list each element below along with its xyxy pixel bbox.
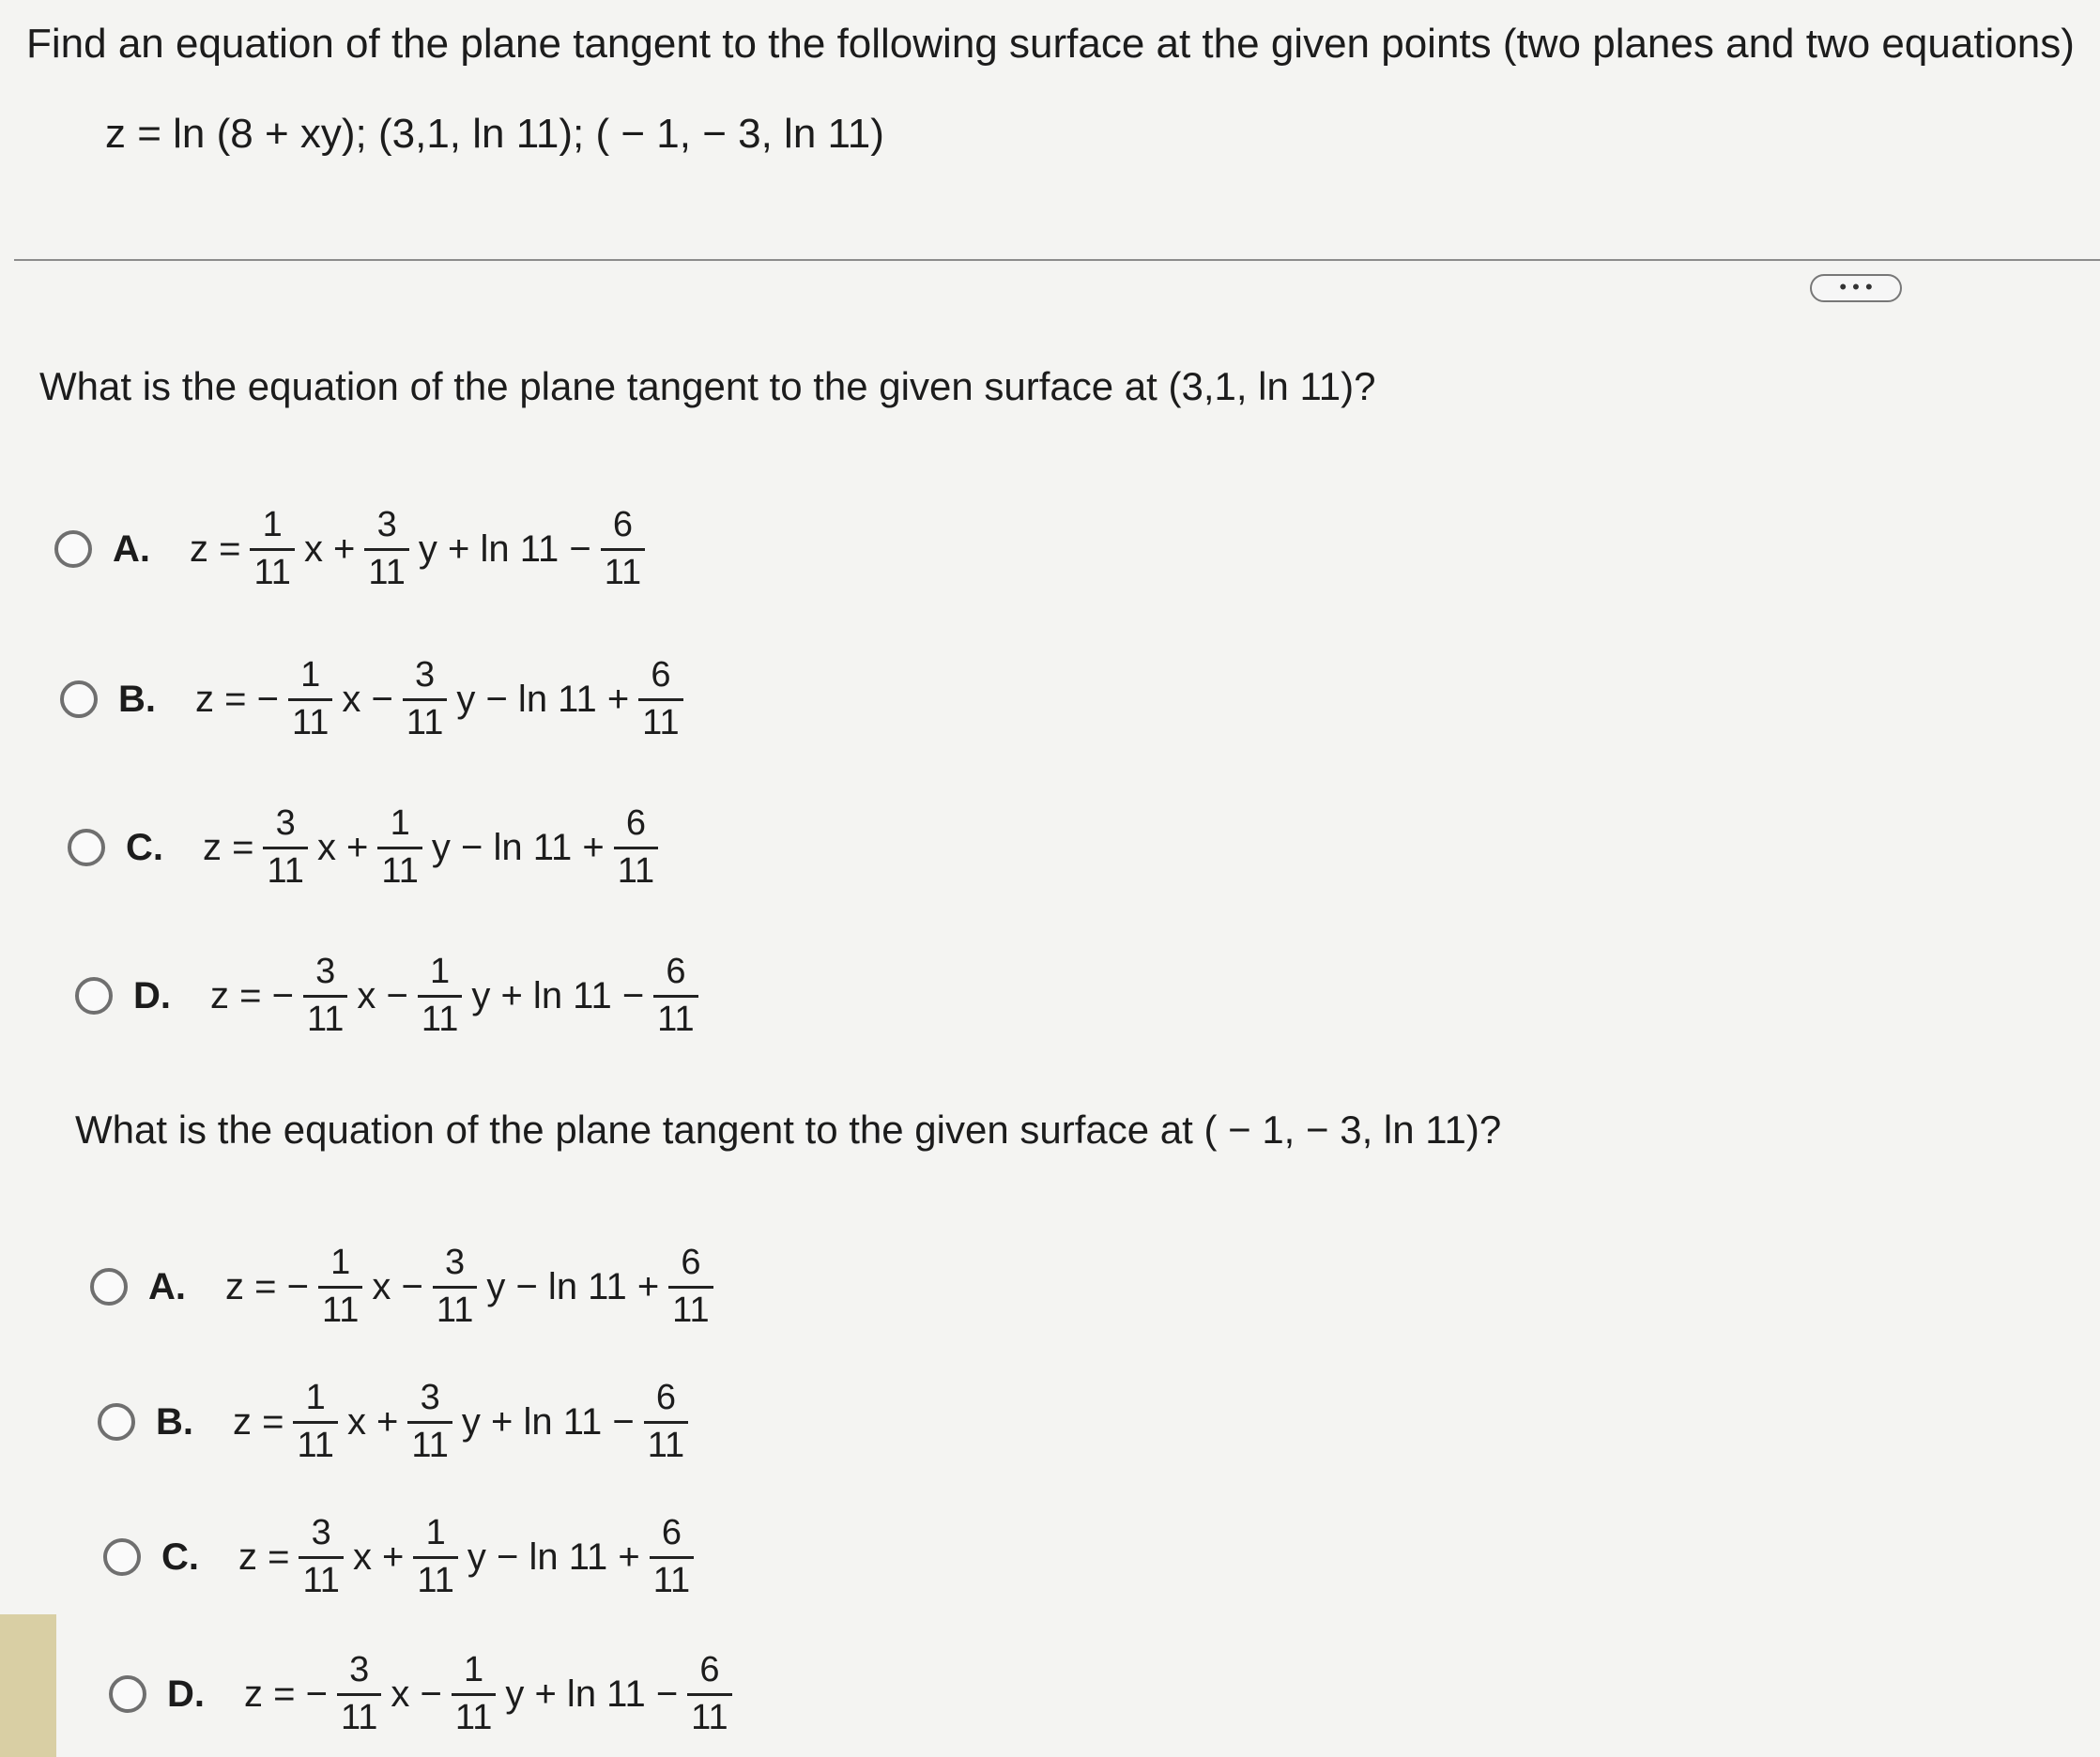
denominator: 11	[407, 1421, 452, 1465]
fraction	[653, 954, 697, 1039]
q2-radio-d[interactable]	[109, 1675, 146, 1713]
q1-choice-expression	[207, 954, 704, 1039]
q1-radio-a[interactable]	[54, 530, 92, 568]
fraction	[413, 1515, 457, 1600]
denominator: 11	[250, 548, 294, 592]
expr-op: x −	[342, 678, 393, 720]
q2-choice-expression	[229, 1380, 694, 1465]
numerator: 3	[315, 952, 336, 991]
fraction	[377, 805, 422, 891]
denominator: 11	[614, 847, 658, 891]
question-1-text: What is the equation of the plane tangent to the given surface at (3,1, ln 11)?	[39, 364, 1376, 408]
q2-radio-c[interactable]	[103, 1538, 141, 1576]
denominator: 11	[263, 847, 307, 891]
fraction	[601, 507, 645, 592]
question-2-text: What is the equation of the plane tangent to the given surface at ( − 1, − 3, ln 11)?	[75, 1108, 1502, 1152]
q2-radio-b[interactable]	[98, 1403, 135, 1441]
expr-op: y + ln 11 −	[418, 527, 591, 570]
expr-op: x +	[316, 826, 369, 868]
fraction	[638, 657, 682, 742]
q2-radio-a[interactable]	[90, 1268, 128, 1306]
numerator: 3	[311, 1513, 331, 1552]
q1-choice-letter: D.	[133, 974, 171, 1016]
q1-choice-d[interactable]	[75, 954, 704, 1039]
q2-choice-expression	[240, 1652, 738, 1737]
q1-radio-b[interactable]	[60, 680, 98, 718]
denominator: 11	[650, 1556, 694, 1600]
denominator: 11	[377, 847, 422, 891]
expr-op: x −	[357, 974, 408, 1016]
denominator: 11	[293, 1421, 337, 1465]
numerator: 1	[305, 1378, 326, 1417]
numerator: 3	[349, 1650, 370, 1689]
fraction	[452, 1652, 496, 1737]
numerator: 1	[430, 952, 451, 991]
expr-op: y + ln 11 −	[505, 1673, 679, 1715]
denominator: 11	[288, 698, 332, 742]
fraction	[299, 1515, 343, 1600]
q1-radio-d[interactable]	[75, 977, 113, 1015]
q2-choice-a[interactable]	[90, 1245, 719, 1330]
numerator: 3	[420, 1378, 440, 1417]
numerator: 1	[300, 655, 321, 695]
q2-choice-c[interactable]	[103, 1515, 699, 1600]
numerator: 3	[376, 505, 397, 544]
expr-lead: z =	[203, 826, 254, 868]
denominator: 11	[687, 1693, 731, 1737]
q1-choice-expression	[199, 805, 664, 891]
expr-op: y − ln 11 +	[456, 678, 630, 720]
photo-edge-shadow	[0, 1614, 56, 1757]
problem-prompt: Find an equation of the plane tangent to the following surface at the given points (two planes and two equations)	[26, 21, 2075, 67]
fraction	[418, 954, 462, 1039]
q2-choice-letter: A.	[148, 1265, 186, 1307]
numerator: 3	[445, 1243, 466, 1282]
expr-lead: z =	[233, 1400, 284, 1443]
q1-choice-letter: B.	[118, 678, 156, 720]
numerator: 1	[464, 1650, 484, 1689]
expr-lead: z = −	[225, 1265, 309, 1307]
denominator: 11	[653, 995, 697, 1039]
numerator: 6	[661, 1513, 682, 1552]
numerator: 1	[425, 1513, 446, 1552]
numerator: 1	[390, 803, 410, 843]
more-options-button[interactable]: • • •	[1810, 274, 1902, 302]
q2-choice-letter: C.	[161, 1535, 199, 1578]
denominator: 11	[601, 548, 645, 592]
q2-choice-d[interactable]	[109, 1652, 738, 1737]
fraction	[303, 954, 347, 1039]
denominator: 11	[638, 698, 682, 742]
expr-op: x −	[391, 1673, 442, 1715]
q1-choice-expression	[192, 657, 689, 742]
numerator: 6	[655, 1378, 676, 1417]
numerator: 6	[612, 505, 633, 544]
fraction	[403, 657, 447, 742]
q2-choice-letter: B.	[156, 1400, 193, 1443]
expr-op: y − ln 11 +	[431, 826, 605, 868]
denominator: 11	[668, 1286, 713, 1330]
numerator: 1	[330, 1243, 351, 1282]
q1-choice-b[interactable]	[60, 657, 689, 742]
expr-lead: z =	[190, 527, 241, 570]
expr-lead: z =	[238, 1535, 290, 1578]
expr-op: y + ln 11 −	[461, 1400, 635, 1443]
expr-op: y − ln 11 +	[486, 1265, 660, 1307]
q1-radio-c[interactable]	[68, 829, 105, 866]
surface-equation: z = ln (8 + xy); (3,1, ln 11); ( − 1, − 3, ln 11)	[105, 111, 884, 157]
q2-choice-expression	[235, 1515, 699, 1600]
expr-op: x −	[372, 1265, 423, 1307]
numerator: 6	[651, 655, 671, 695]
q2-choice-letter: D.	[167, 1673, 205, 1715]
expr-lead: z = −	[195, 678, 279, 720]
denominator: 11	[413, 1556, 457, 1600]
denominator: 11	[403, 698, 447, 742]
expr-op: y + ln 11 −	[471, 974, 645, 1016]
expr-lead: z = −	[244, 1673, 328, 1715]
expr-lead: z = −	[210, 974, 294, 1016]
q2-choice-expression	[222, 1245, 719, 1330]
fraction	[433, 1245, 477, 1330]
fraction	[668, 1245, 713, 1330]
q1-choice-a[interactable]	[54, 507, 651, 592]
q1-choice-letter: A.	[113, 527, 150, 570]
fraction	[263, 805, 307, 891]
numerator: 6	[699, 1650, 720, 1689]
denominator: 11	[318, 1286, 362, 1330]
denominator: 11	[644, 1421, 688, 1465]
fraction	[687, 1652, 731, 1737]
fraction	[650, 1515, 694, 1600]
fraction	[407, 1380, 452, 1465]
denominator: 11	[337, 1693, 381, 1737]
section-divider	[14, 259, 2100, 261]
q2-choice-b[interactable]	[98, 1380, 694, 1465]
numerator: 3	[275, 803, 296, 843]
denominator: 11	[299, 1556, 343, 1600]
expr-op: x +	[352, 1535, 405, 1578]
q1-choice-letter: C.	[126, 826, 163, 868]
numerator: 6	[681, 1243, 701, 1282]
denominator: 11	[418, 995, 462, 1039]
denominator: 11	[303, 995, 347, 1039]
fraction	[364, 507, 408, 592]
denominator: 11	[364, 548, 408, 592]
expr-op: y − ln 11 +	[467, 1535, 640, 1578]
fraction	[318, 1245, 362, 1330]
numerator: 1	[262, 505, 283, 544]
q1-choice-c[interactable]	[68, 805, 664, 891]
denominator: 11	[433, 1286, 477, 1330]
fraction	[644, 1380, 688, 1465]
fraction	[337, 1652, 381, 1737]
fraction	[293, 1380, 337, 1465]
expr-op: x +	[346, 1400, 399, 1443]
expr-op: x +	[303, 527, 356, 570]
fraction	[288, 657, 332, 742]
numerator: 6	[625, 803, 646, 843]
fraction	[250, 507, 294, 592]
denominator: 11	[452, 1693, 496, 1737]
numerator: 3	[415, 655, 436, 695]
numerator: 6	[666, 952, 686, 991]
fraction	[614, 805, 658, 891]
q1-choice-expression	[186, 507, 651, 592]
